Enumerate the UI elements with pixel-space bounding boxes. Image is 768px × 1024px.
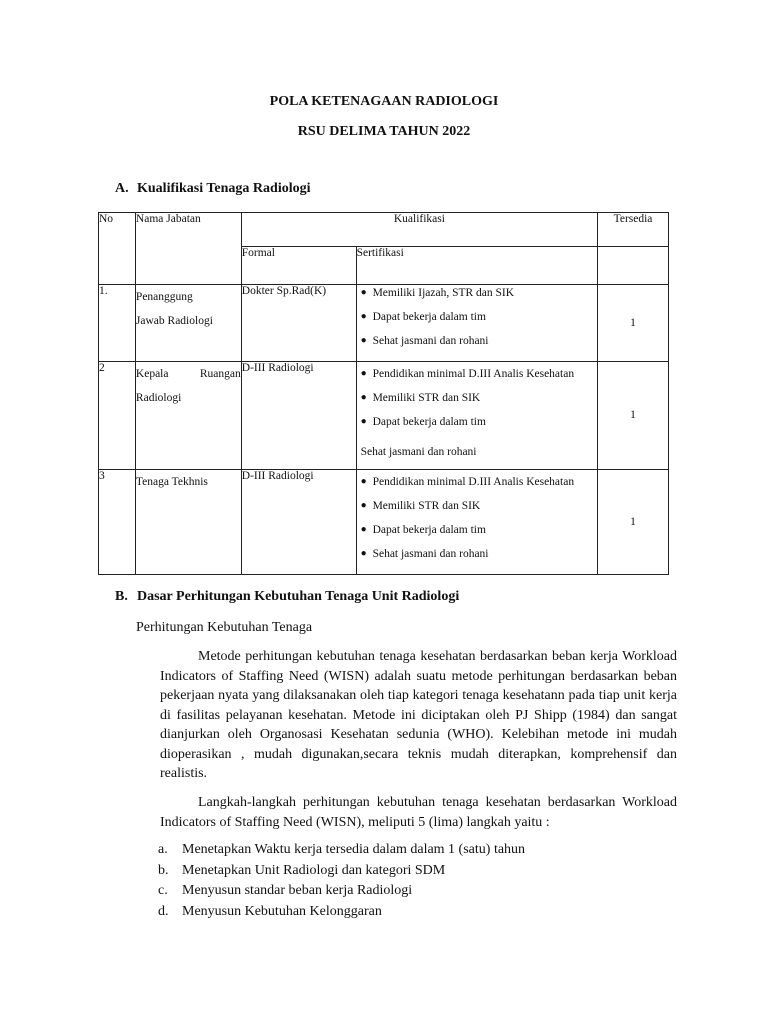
table-row: [99, 362, 669, 470]
cert-item: ● Dapat bekerja dalam tim: [360, 416, 486, 428]
bullet-dot-icon: ●: [360, 476, 367, 487]
header-nama-jabatan: Nama Jabatan: [135, 213, 241, 285]
row-formal: D-III Radiologi: [241, 362, 356, 470]
paragraph-wisn-method: [160, 647, 677, 784]
section-b-heading: [115, 589, 459, 605]
paragraph-steps-intro: [160, 793, 677, 832]
cert-item: ● Sehat jasmani dan rohani: [360, 548, 489, 560]
table-row: [99, 470, 669, 575]
cert-plain: Sehat jasmani dan rohani: [360, 446, 477, 458]
paragraph-text: Metode perhitungan kebutuhan tenaga kesehatan berdasarkan beban kerja Workload Indicators of Staffing Need (WISN) adalah suatu metode perhitungan berdasarkan beban pekerjaan nyata yang dilaksanakan oleh tiap kategori tenaga kesehatann pada tiap unit kerja di fasilitas pelayanan kesehatan. Metode ini diciptakan oleh PJ Shipp (1984) dan sangat dianjurkan oleh Organosasi Kesehatan sedunia (WHO). Kelebihan metode ini mudah dioperasikan , mudah digunakan,secara teknis mudah diterapkan, komprehensif dan realistis.: [160, 649, 677, 781]
nama-line: Jawab Radiologi: [135, 315, 213, 327]
row-tersedia: 1: [598, 362, 669, 470]
list-item: d. Menyusun Kebutuhan Kelonggaran: [158, 903, 382, 919]
table-header-row: [99, 213, 669, 247]
section-a-title: Kualifikasi Tenaga Radiologi: [137, 181, 311, 196]
row-tersedia: 1: [598, 470, 669, 575]
bullet-dot-icon: ●: [360, 287, 367, 298]
bullet-dot-icon: ●: [360, 500, 367, 511]
bullet-dot-icon: ●: [360, 368, 367, 379]
cert-item: ● Sehat jasmani dan rohani: [360, 335, 489, 347]
cert-item: ● Pendidikan minimal D.III Analis Kesehatan: [360, 368, 575, 380]
row-nama-jabatan: [135, 362, 241, 470]
row-formal: D-III Radiologi: [241, 470, 356, 575]
header-formal: Formal: [241, 247, 356, 285]
document-subtitle: RSU DELIMA TAHUN 2022: [297, 124, 471, 139]
cert-item: ● Pendidikan minimal D.III Analis Kesehatan: [360, 476, 575, 488]
section-b-title: Dasar Perhitungan Kebutuhan Tenaga Unit Radiologi: [137, 589, 460, 604]
cert-item: ● Memiliki STR dan SIK: [360, 392, 481, 404]
header-kualifikasi: Kualifikasi: [241, 213, 597, 247]
bullet-dot-icon: ●: [360, 311, 367, 322]
row-tersedia: 1: [598, 285, 669, 362]
cert-item: ● Dapat bekerja dalam tim: [360, 524, 486, 536]
section-b-letter: B.: [115, 589, 128, 604]
bullet-dot-icon: ●: [360, 524, 367, 535]
cert-item: ● Dapat bekerja dalam tim: [360, 311, 486, 323]
nama-line: Radiologi: [135, 392, 182, 404]
list-item: a. Menetapkan Waktu kerja tersedia dalam dalam 1 (satu) tahun: [158, 842, 526, 857]
header-no: No: [99, 213, 136, 285]
cert-item: ● Memiliki STR dan SIK: [360, 500, 481, 512]
section-a-letter: A.: [115, 181, 129, 196]
row-no: 1.: [99, 285, 136, 362]
row-sertifikasi: [356, 285, 597, 362]
nama-line: Penanggung: [135, 291, 193, 303]
steps-list: [158, 840, 525, 922]
table-row: [99, 285, 669, 362]
nama-line: Kepala Ruangan: [135, 368, 241, 380]
bullet-dot-icon: ●: [360, 548, 367, 559]
cert-item: ● Memiliki Ijazah, STR dan SIK: [360, 287, 515, 299]
nama-line: Tenaga Tekhnis: [135, 476, 208, 488]
bullet-dot-icon: ●: [360, 416, 367, 427]
row-nama-jabatan: [135, 285, 241, 362]
document-title: POLA KETENAGAAN RADIOLOGI: [269, 94, 499, 109]
row-nama-jabatan: [135, 470, 241, 575]
list-item: c. Menyusun standar beban kerja Radiologi: [158, 883, 413, 898]
row-formal: Dokter Sp.Rad(K): [241, 285, 356, 362]
row-no: 2: [99, 362, 136, 470]
bullet-dot-icon: ●: [360, 335, 367, 346]
section-a-heading: [115, 181, 311, 197]
bullet-dot-icon: ●: [360, 392, 367, 403]
row-sertifikasi: [356, 470, 597, 575]
row-no: 3: [99, 470, 136, 575]
list-item: b. Menetapkan Unit Radiologi dan kategori SDM: [158, 862, 446, 878]
header-sertifikasi: Sertifikasi: [356, 247, 597, 285]
qualification-table: [98, 212, 669, 575]
paragraph-text: Langkah-langkah perhitungan kebutuhan tenaga kesehatan berdasarkan Workload Indicators of Staffing Need (WISN), meliputi 5 (lima) langkah yaitu :: [160, 795, 677, 830]
header-tersedia: Tersedia: [598, 213, 669, 247]
section-b-subheading: Perhitungan Kebutuhan Tenaga: [136, 620, 313, 635]
row-sertifikasi: [356, 362, 597, 470]
header-tersedia-blank: [598, 247, 669, 285]
